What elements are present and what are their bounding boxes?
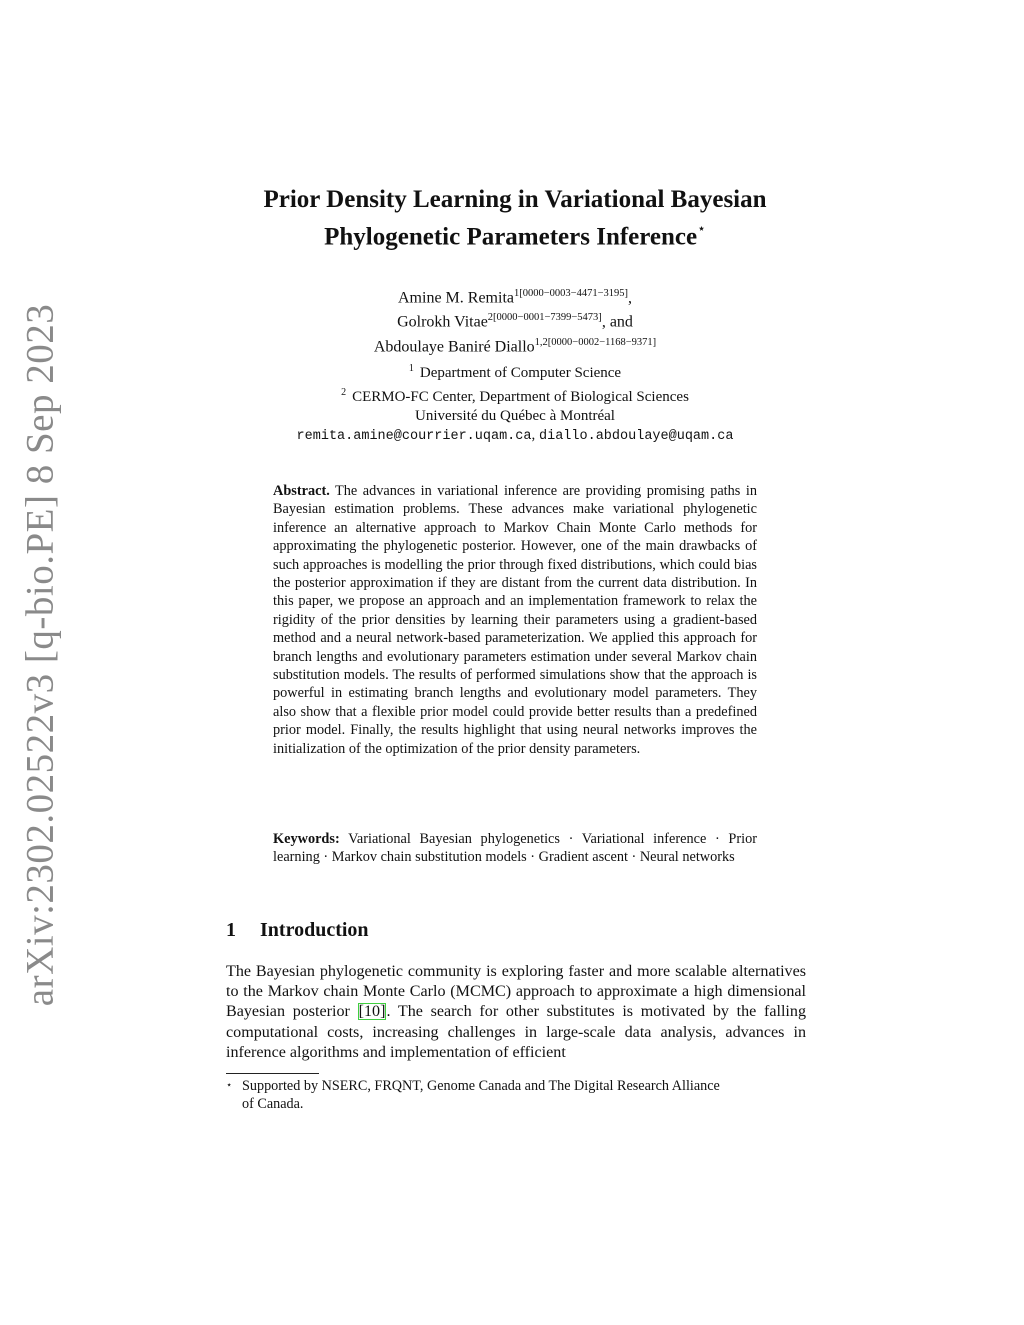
footnote-text-2: of Canada. <box>242 1096 304 1113</box>
keywords-label: Keywords: <box>273 831 340 847</box>
university: Université du Québec à Montréal <box>415 408 615 424</box>
author-2-orcid: 2[0000−0001−7399−5473] <box>487 312 602 324</box>
affiliation-1-text: Department of Computer Science <box>419 365 622 381</box>
introduction-paragraph <box>226 962 806 1063</box>
title-line-2 <box>200 216 830 253</box>
paper-title <box>200 184 830 253</box>
section-title: Introduction <box>260 919 369 941</box>
footnote-line-1 <box>226 1077 806 1095</box>
author-list <box>260 284 770 357</box>
author-3-name: Abdoulaye Baniré Diallo <box>373 337 535 355</box>
affiliation-1 <box>240 359 790 383</box>
title-line-2-text: Phylogenetic Parameters Inference <box>324 223 698 251</box>
keywords <box>273 830 757 867</box>
title-line-1: Prior Density Learning in Variational Bayesian <box>263 186 767 213</box>
intro-text-end: . The search for other substitutes is motivated by the falling computational costs, increasing challenges in large-scale data analysis, advances in inference algorithms and implementation of efficient <box>226 1003 806 1061</box>
affiliation-2 <box>240 383 790 407</box>
footnote-mark: ⋆ <box>226 1080 233 1091</box>
affiliations <box>240 359 790 446</box>
footnote <box>226 1077 806 1114</box>
keywords-text: Variational Bayesian phylogenetics · Variational inference · Prior learning · Markov chain substitution models · Gradient ascent · Neural networks <box>273 831 757 866</box>
email-1: remita.amine@courrier.uqam.ca <box>296 429 532 444</box>
author-1 <box>260 284 770 308</box>
intro-text-start: The Bayesian phylogenetic community is exploring faster and more scalable alternatives to the Markov chain Monte Carlo (MCMC) approach to approximate a high dimensional Bayesian posterior <box>226 963 806 1021</box>
email-separator: , <box>531 427 536 443</box>
abstract <box>273 482 757 758</box>
footnote-rule <box>226 1073 319 1074</box>
author-2 <box>260 308 770 332</box>
author-1-name: Amine M. Remita <box>398 289 514 307</box>
abstract-label: Abstract. <box>273 483 330 499</box>
citation-link[interactable]: [10] <box>358 1003 386 1021</box>
author-1-separator: , <box>628 289 632 307</box>
author-2-name: Golrokh Vitae <box>397 313 488 331</box>
arxiv-identifier-text: arXiv:2302.02522v3 [q-bio.PE] 8 Sep 2023 <box>18 303 62 1007</box>
email-2: diallo.abdoulaye@uqam.ca <box>539 429 734 444</box>
footnote-text-1: Supported by NSERC, FRQNT, Genome Canada and The Digital Research Alliance <box>242 1078 720 1094</box>
section-heading-introduction <box>226 919 369 942</box>
title-footnote-mark: ⋆ <box>697 222 706 237</box>
author-2-separator: , and <box>601 313 633 331</box>
affiliation-2-text: CERMO-FC Center, Department of Biological Sciences <box>352 389 689 405</box>
author-1-orcid: 1[0000−0003−4471−3195] <box>513 288 628 299</box>
section-number: 1 <box>226 919 236 941</box>
author-3 <box>260 333 770 357</box>
affiliation-2-number: 2 <box>341 387 347 398</box>
affiliation-1-number: 1 <box>408 363 414 374</box>
abstract-text: The advances in variational inference are providing promising paths in Bayesian estimation problems. These advances make variational phylogenetic inference an alternative approach to Markov Chain Monte Carlo methods for approximating the phylogenetic posterior. However, one of the main drawbacks of such approaches is modelling the prior through fixed distributions, which could bias the posterior approximation if they are distant from the current data distribution. In this paper, we propose an approach and an implementation framework to relax the rigidity of the prior densities by learning their parameters using a gradient-based method and a neural network-based parameterization. We applied this approach for branch lengths and evolutionary parameters estimation under several Markov chain substitution models. The results of performed simulations show that the approach is powerful in estimating branch lengths and evolutionary model parameters. They also show that a flexible prior model could provide better results than a predefined prior model. Finally, the results highlight that using neural networks improves the initialization of the optimization of the prior density parameters. <box>273 483 757 757</box>
author-3-orcid: 1,2[0000−0002−1168−9371] <box>534 336 657 348</box>
arxiv-identifier-stamp <box>10 303 70 1007</box>
emails <box>240 426 790 446</box>
